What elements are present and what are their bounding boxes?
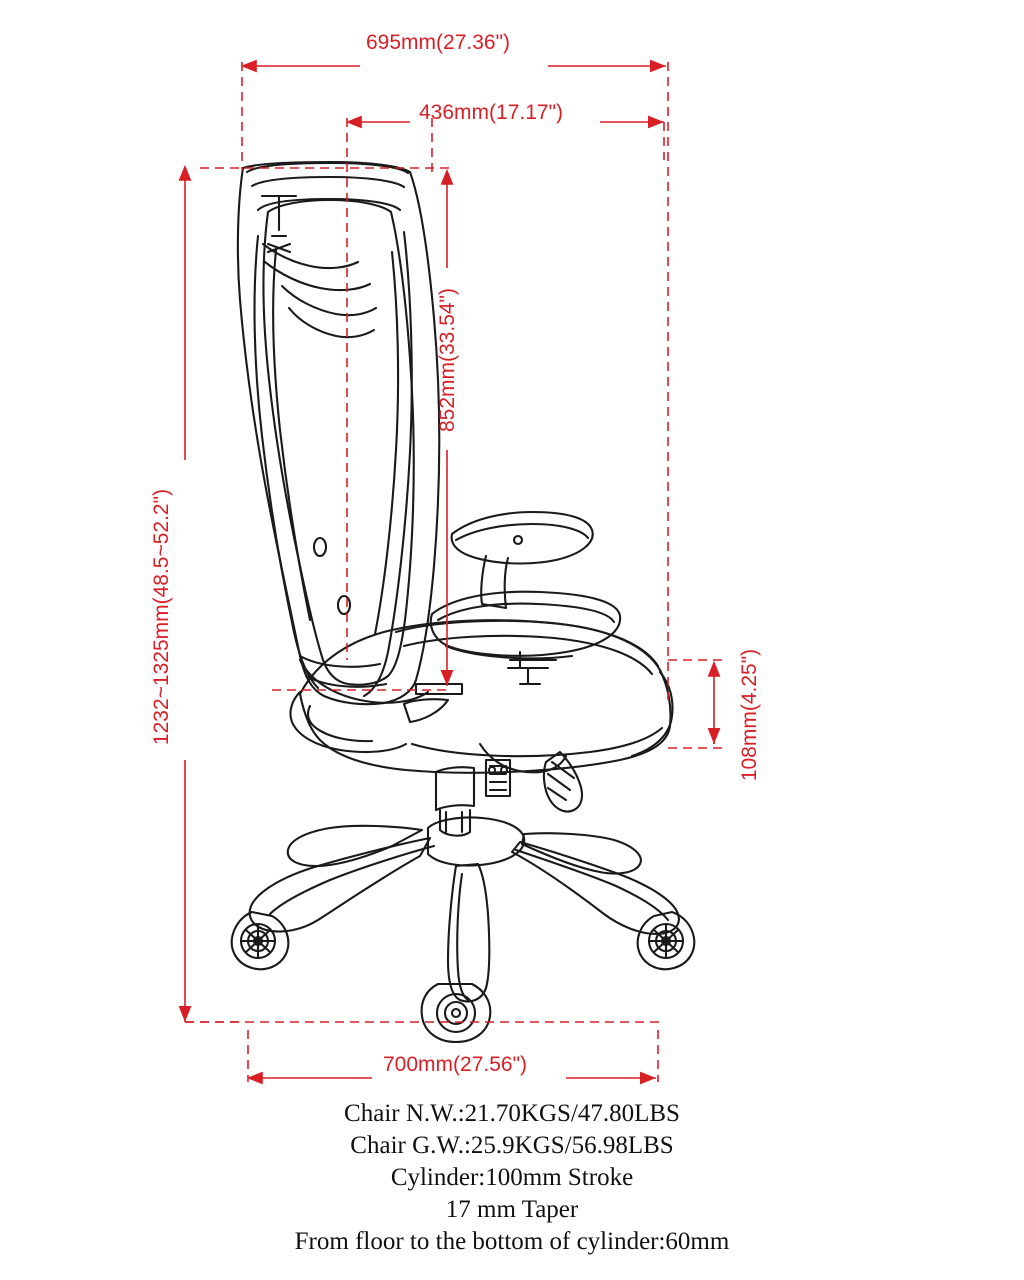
spec-taper: 17 mm Taper [445,1196,579,1223]
spec-net-weight: Chair N.W.:21.70KGS/47.80LBS [344,1100,680,1127]
dimension-label-overall-height: 1232~1325mm(48.5~52.2") [150,488,174,746]
spec-list [0,1098,1024,1258]
dimension-label-backrest-width: 436mm(17.17") [419,101,564,124]
spec-floor-to-cylinder: From floor to the bottom of cylinder:60mm [294,1228,730,1255]
dimension-label-overall-width-top: 695mm(27.36") [366,31,511,54]
spec-cylinder-stroke: Cylinder:100mm Stroke [390,1164,634,1191]
dimension-label-base-width: 700mm(27.56") [383,1053,528,1076]
spec-gross-weight: Chair G.W.:25.9KGS/56.98LBS [350,1132,674,1159]
dimension-label-backrest-height: 852mm(33.54") [436,287,460,433]
dimension-label-seat-thickness: 108mm(4.25") [738,648,762,782]
